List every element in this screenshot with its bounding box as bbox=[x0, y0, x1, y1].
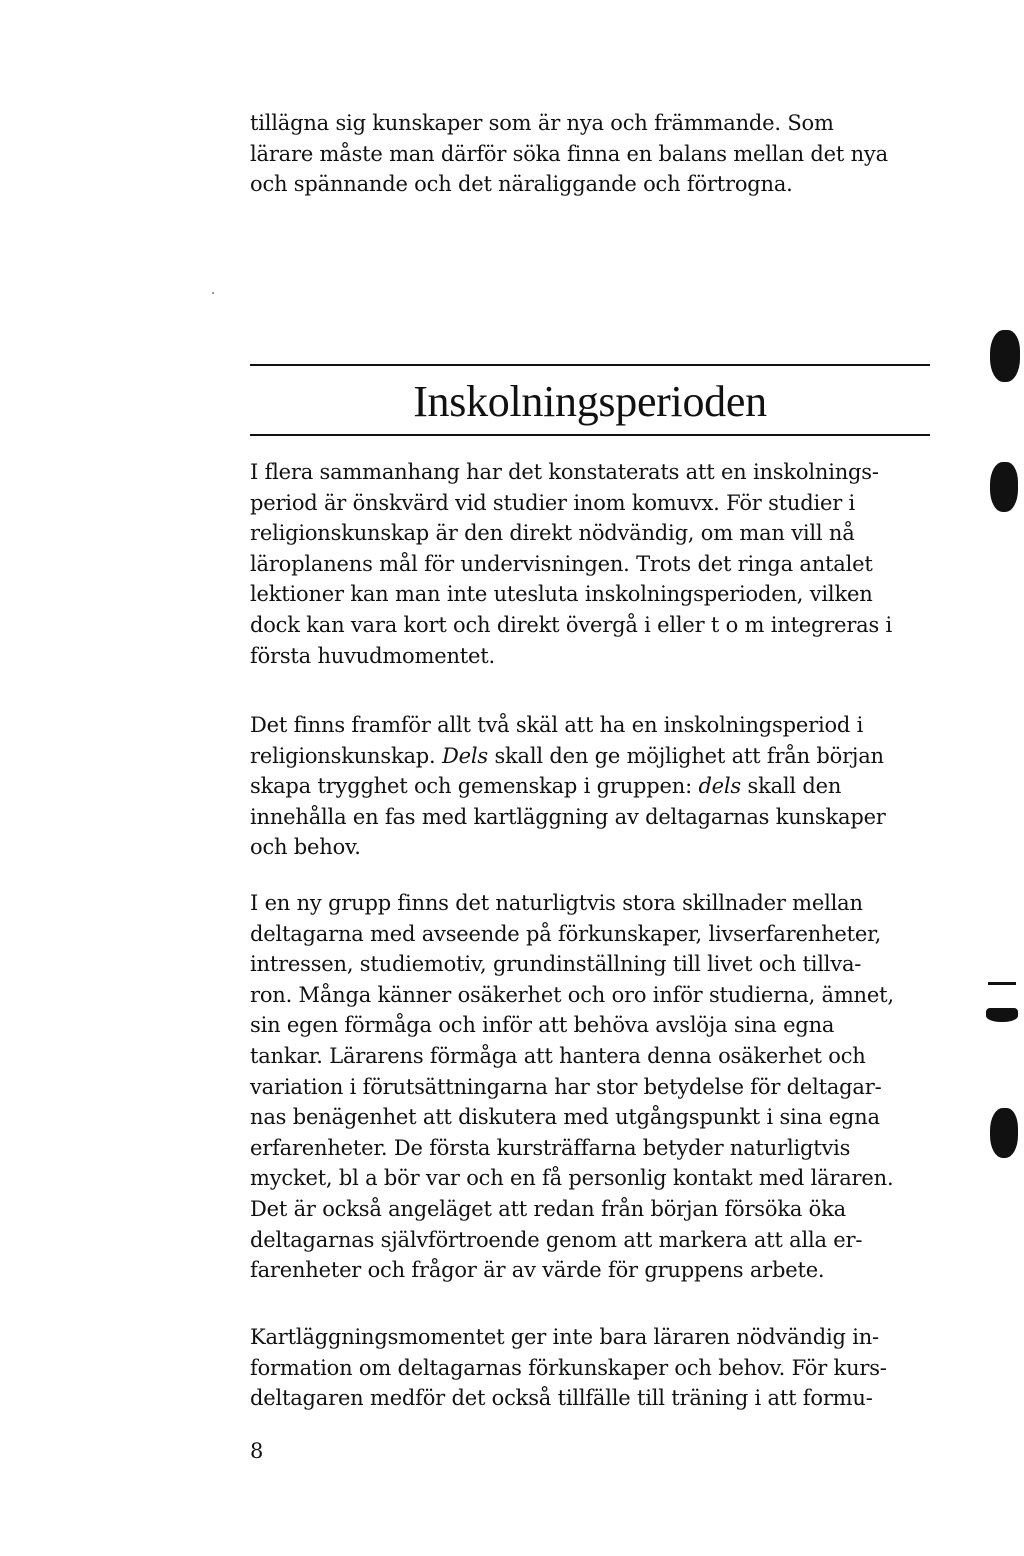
text-line: I flera sammanhang har det konstaterats att en inskolnings- bbox=[250, 460, 879, 484]
text-line: mycket, bl a bör var och en få personlig kontakt med läraren. bbox=[250, 1166, 894, 1191]
margin-dash-mark bbox=[988, 982, 1016, 985]
text-line: lärare måste man därför söka finna en balans mellan det nya bbox=[250, 141, 888, 166]
text-line: variation i förutsättningarna har stor betydelse för deltagar- bbox=[250, 1074, 882, 1099]
text-line: period är önskvärd vid studier inom komuvx. För studier i bbox=[250, 490, 856, 515]
text-line: nas benägenhet att diskutera med utgångspunkt i sina egna bbox=[250, 1105, 880, 1130]
binding-hole-mark bbox=[990, 1108, 1018, 1158]
text-line: Det finns framför allt två skäl att ha en inskolningsperiod i bbox=[250, 713, 864, 737]
text-line: deltagaren medför det också tillfälle till träning i att formu- bbox=[250, 1386, 873, 1411]
text-line: deltagarnas självförtroende genom att markera att alla er- bbox=[250, 1227, 863, 1252]
emphasis-dels: dels bbox=[698, 774, 742, 799]
text-run: skall den ge möjlighet att från början bbox=[487, 743, 884, 768]
text-line: farenheter och frågor är av värde för gruppens arbete. bbox=[250, 1258, 825, 1283]
page-number: 8 bbox=[250, 1439, 264, 1463]
text-line bbox=[250, 741, 930, 772]
text-run: skall den bbox=[741, 774, 842, 799]
paragraph-4 bbox=[250, 1322, 930, 1414]
text-line: läroplanens mål för undervisningen. Trots det ringa antalet bbox=[250, 551, 873, 576]
text-line: första huvudmomentet. bbox=[250, 643, 495, 668]
binding-hole-mark bbox=[990, 330, 1020, 382]
text-run: religionskunskap. bbox=[250, 743, 442, 768]
text-line: formation om deltagarnas förkunskaper och behov. För kurs- bbox=[250, 1355, 887, 1380]
text-line: tankar. Lärarens förmåga att hantera denna osäkerhet och bbox=[250, 1043, 866, 1068]
section-heading: Inskolningsperioden bbox=[413, 377, 767, 426]
text-line: religionskunskap är den direkt nödvändig, om man vill nå bbox=[250, 521, 855, 546]
text-line: Kartläggningsmomentet ger inte bara läraren nödvändig in- bbox=[250, 1325, 879, 1349]
text-line: intressen, studiemotiv, grundinställning till livet och tillva- bbox=[250, 952, 862, 977]
text-run: skapa trygghet och gemenskap i gruppen: bbox=[250, 774, 699, 799]
margin-smudge-mark bbox=[986, 1008, 1018, 1022]
text-line bbox=[250, 771, 930, 802]
paragraph-1 bbox=[250, 457, 930, 671]
text-line: och spännande och det näraliggande och förtrogna. bbox=[250, 172, 793, 197]
text-line: och behov. bbox=[250, 835, 361, 860]
heading-top-rule bbox=[250, 364, 930, 366]
text-line: tillägna sig kunskaper som är nya och främmande. Som bbox=[250, 111, 834, 135]
text-line: deltagarna med avseende på förkunskaper, livserfarenheter, bbox=[250, 921, 882, 946]
binding-hole-mark bbox=[990, 462, 1018, 512]
text-line: erfarenheter. De första kursträffarna betyder naturligtvis bbox=[250, 1135, 851, 1160]
text-line: lektioner kan man inte utesluta inskolningsperioden, vilken bbox=[250, 582, 873, 607]
paragraph-2 bbox=[250, 710, 930, 863]
paragraph-3 bbox=[250, 888, 930, 1286]
stray-dot bbox=[212, 292, 214, 294]
text-line: innehålla en fas med kartläggning av deltagarnas kunskaper bbox=[250, 804, 886, 829]
heading-bottom-rule bbox=[250, 434, 930, 436]
text-line: I en ny grupp finns det naturligtvis stora skillnader mellan bbox=[250, 891, 863, 915]
emphasis-dels: Dels bbox=[442, 743, 488, 768]
text-line: sin egen förmåga och inför att behöva avslöja sina egna bbox=[250, 1013, 835, 1038]
text-line: dock kan vara kort och direkt övergå i eller t o m integreras i bbox=[250, 612, 893, 637]
intro-paragraph bbox=[250, 108, 930, 200]
text-line: Det är också angeläget att redan från början försöka öka bbox=[250, 1196, 846, 1221]
text-line: ron. Många känner osäkerhet och oro inför studierna, ämnet, bbox=[250, 982, 894, 1007]
